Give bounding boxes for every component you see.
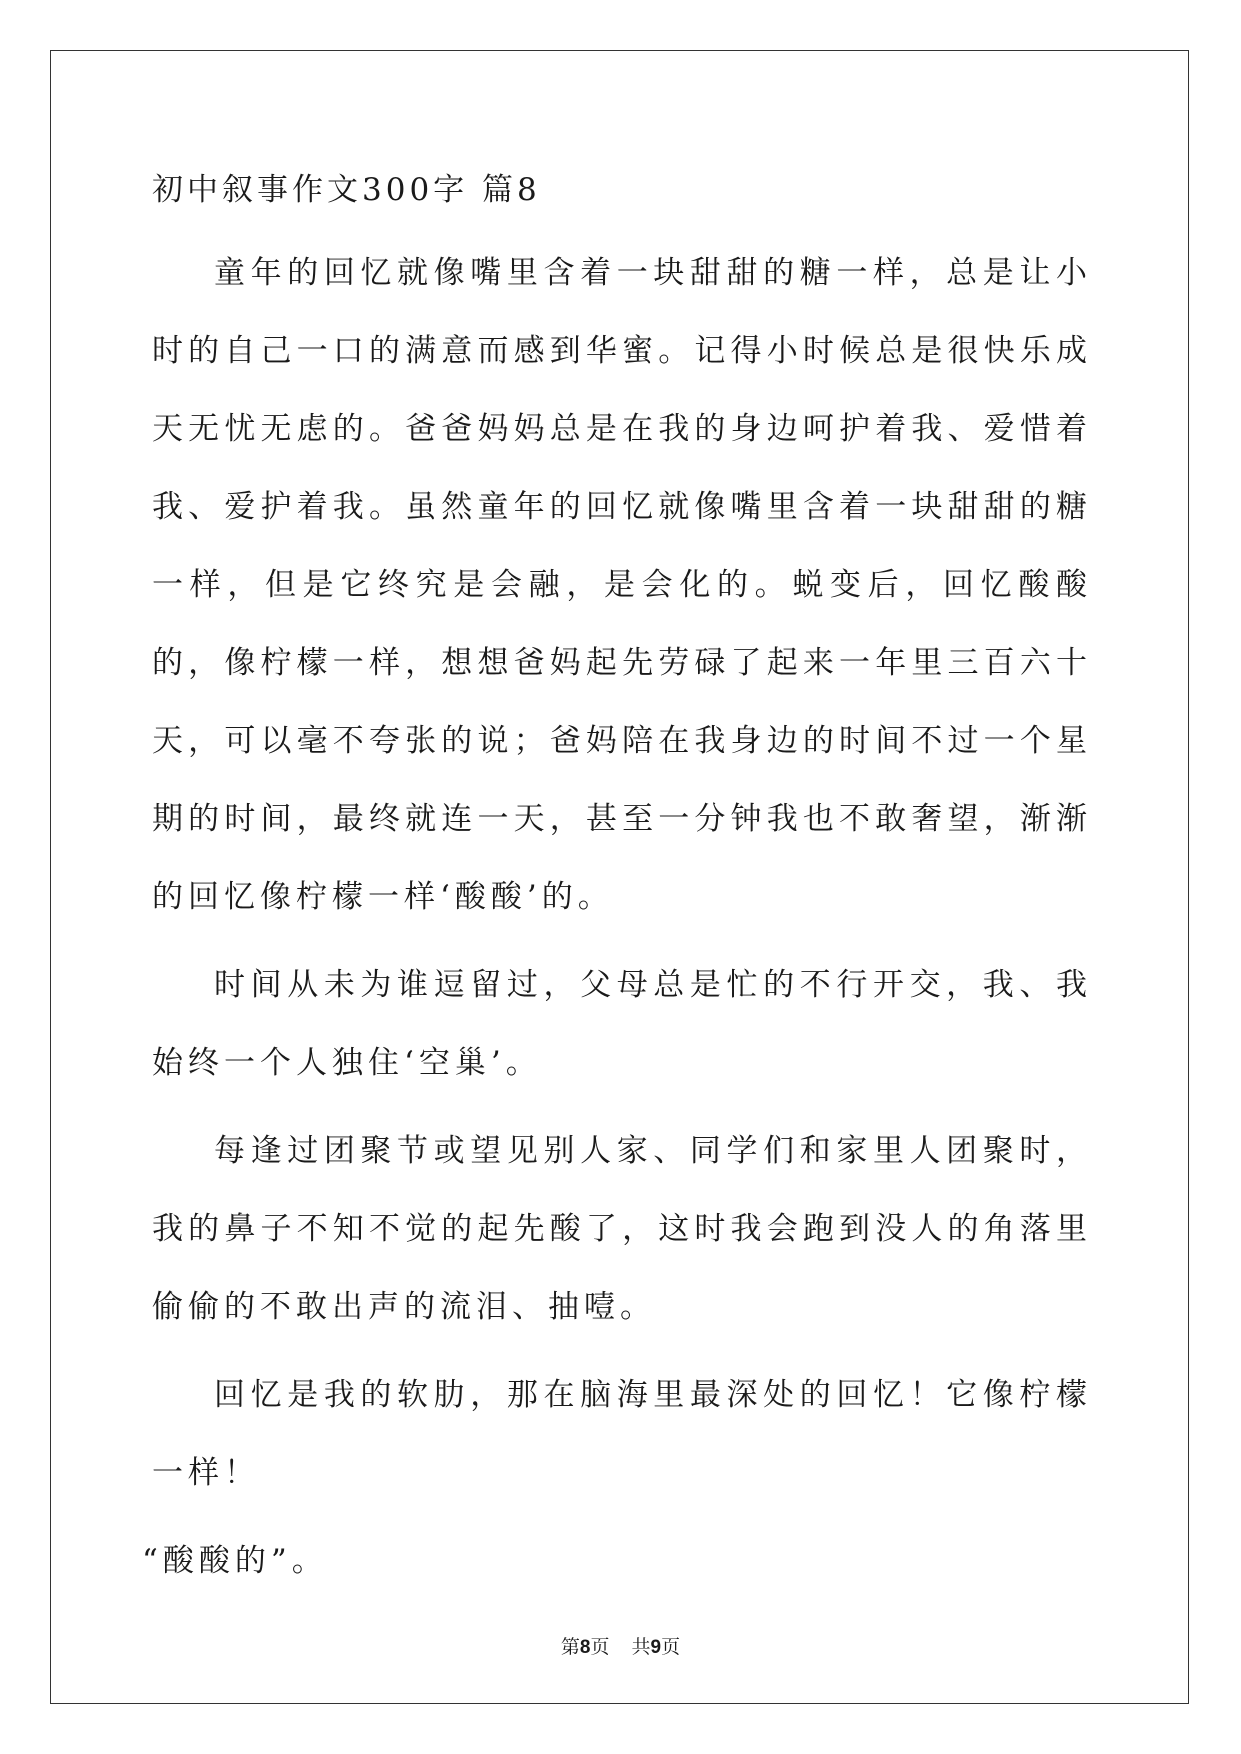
document-title: 初中叙事作文300字 篇8 bbox=[152, 172, 541, 208]
page-footer bbox=[0, 1632, 1241, 1659]
paragraph-4: 回忆是我的软肋，那在脑海里最深处的回忆！它像柠檬一样！ bbox=[152, 1377, 1092, 1491]
current-page-number: 8 bbox=[579, 1637, 591, 1658]
footer-prefix: 第 bbox=[560, 1636, 580, 1658]
paragraph-1: 童年的回忆就像嘴里含着一块甜甜的糖一样，总是让小时的自己一口的满意而感到华蜜。记得小时候总是很快乐成天无忧无虑的。爸爸妈妈总是在我的身边呵护着我、爱惜着我、爱护着我。虽然童年的回忆就像嘴里含着一块甜甜的糖一样，但是它终究是会融，是会化的。蜕变后，回忆酸酸的，像柠檬一样，想想爸妈起先劳碌了起来一年里三百六十天，可以毫不夸张的说；爸妈陪在我身边的时间不过一个星期的时间，最终就连一天，甚至一分钟我也不敢奢望，渐渐的回忆像柠檬一样‘酸酸’的。 bbox=[152, 255, 1092, 915]
paragraph-3: 每逢过团聚节或望见别人家、同学们和家里人团聚时，我的鼻子不知不觉的起先酸了，这时我会跑到没人的角落里偷偷的不敢出声的流泪、抽噎。 bbox=[152, 1133, 1092, 1325]
footer-total-prefix: 共 bbox=[631, 1636, 651, 1658]
total-page-number: 9 bbox=[650, 1637, 662, 1658]
paragraph-2: 时间从未为谁逗留过，父母总是忙的不行开交，我、我始终一个人独住‘空巢’。 bbox=[152, 967, 1092, 1081]
footer-total-unit: 页 bbox=[661, 1636, 681, 1658]
footer-page-unit: 页 bbox=[590, 1636, 610, 1658]
paragraph-5: “酸酸的”。 bbox=[142, 1543, 328, 1579]
document-body bbox=[142, 156, 1092, 1600]
